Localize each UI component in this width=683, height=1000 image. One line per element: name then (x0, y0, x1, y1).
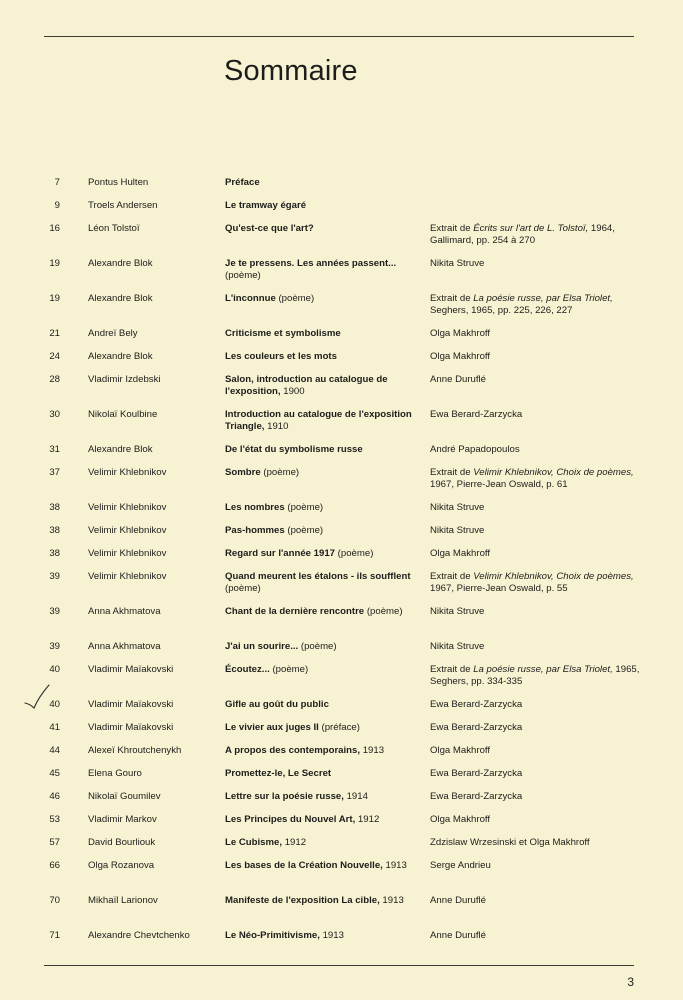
entry-work (225, 409, 420, 432)
entry-author: Alexandre Blok (88, 351, 153, 362)
entry-source-text: Extrait de (430, 664, 474, 675)
entry-source-text: Olga Makhroff (430, 548, 491, 559)
entry-work-title: Quand meurent les étalons - ils soufflent (225, 571, 411, 582)
entry-author: Anna Akhmatova (88, 641, 161, 652)
entry-page-number: 21 (49, 328, 60, 339)
entry-source-text: Anne Duruflé (430, 374, 486, 385)
entry-work (225, 837, 420, 849)
entry-author: Vladimir Maïakovski (88, 664, 174, 675)
entry-source (430, 444, 645, 456)
entry-source (430, 814, 645, 826)
entry-work-note: (poème) (284, 502, 324, 513)
entry-work (225, 722, 420, 734)
entry-source (430, 860, 645, 872)
entry-work-note: (poème) (275, 293, 315, 304)
entry-source (430, 641, 645, 653)
entry-work (225, 525, 420, 537)
entry-work-note: 1913 (382, 860, 407, 871)
entry-source (430, 374, 645, 386)
entry-source-text: Olga Makhroff (430, 328, 491, 339)
entry-work-title: Qu'est-ce que l'art? (225, 223, 314, 234)
entry-author: Alexeï Khroutchenykh (88, 745, 182, 756)
entry-work-note: (poème) (225, 582, 261, 594)
entry-source (430, 745, 645, 757)
entry-source-book: Écrits sur l'art de L. Tolstoï, (473, 223, 589, 234)
page-title: Sommaire (224, 55, 358, 87)
entry-page-number: 66 (49, 860, 60, 871)
entry-source-book: Velimir Khlebnikov, Choix de poèmes, (473, 467, 634, 478)
entry-work-note: (poème) (225, 269, 261, 281)
entry-source-text: Ewa Berard-Zarzycka (430, 768, 523, 779)
entry-page-number: 19 (49, 258, 60, 269)
entry-work (225, 768, 420, 780)
entry-source-text: Extrait de (430, 467, 474, 478)
entry-work (225, 791, 420, 803)
entry-source (430, 328, 645, 340)
entry-author: Vladimir Izdebski (88, 374, 161, 385)
entry-author: Léon Tolstoï (88, 223, 140, 234)
top-rule (44, 36, 634, 37)
entry-work-title: Préface (225, 177, 260, 188)
entry-source (430, 837, 645, 849)
entry-source-text: Ewa Berard-Zarzycka (430, 722, 523, 733)
entry-author: Olga Rozanova (88, 860, 155, 871)
entry-author: Vladimir Markov (88, 814, 157, 825)
entry-work (225, 177, 420, 189)
entry-source-text: Serge Andrieu (430, 860, 491, 871)
entry-work-title: Salon, introduction au catalogue de l'exposition, (225, 374, 388, 397)
entry-work (225, 930, 420, 942)
entry-source-text: Extrait de (430, 293, 474, 304)
entry-work (225, 745, 420, 757)
entry-page-number: 16 (49, 223, 60, 234)
entry-source-text: Ewa Berard-Zarzycka (430, 409, 523, 420)
entry-work (225, 351, 420, 363)
entry-work-title: Pas-hommes (225, 525, 285, 536)
entry-work-note: (poème) (269, 664, 309, 675)
entry-source-details: 1967, Pierre-Jean Oswald, p. 55 (430, 582, 568, 594)
entry-work (225, 258, 420, 281)
entry-work-note: 1910 (264, 420, 289, 432)
entry-author: Andreï Bely (88, 328, 138, 339)
entry-page-number: 40 (49, 664, 60, 675)
entry-work-title: Le vivier aux juges II (225, 722, 319, 733)
entry-source-text: Zdzislaw Wrzesinski et Olga Makhroff (430, 837, 590, 848)
entry-work (225, 548, 420, 560)
entry-work (225, 699, 420, 711)
entry-work (225, 571, 420, 594)
entry-work-title: Les nombres (225, 502, 285, 513)
entry-source (430, 571, 645, 594)
entry-work-note: 1912 (355, 814, 380, 825)
entry-work (225, 606, 420, 618)
entry-work-title: Je te pressens. Les années passent... (225, 258, 397, 269)
entry-author: Elena Gouro (88, 768, 142, 779)
entry-author: Velimir Khlebnikov (88, 502, 167, 513)
entry-source-text: Extrait de (430, 571, 474, 582)
entry-page-number: 24 (49, 351, 60, 362)
entry-page-number: 40 (49, 699, 60, 710)
handwritten-checkmark (24, 684, 50, 710)
entry-page-number: 70 (49, 895, 60, 906)
entry-page-number: 57 (49, 837, 60, 848)
entry-work (225, 223, 420, 235)
entry-page-number: 53 (49, 814, 60, 825)
entry-work-title: Le Néo-Primitivisme, (225, 930, 320, 941)
entry-work-title: Le tramway égaré (225, 200, 307, 211)
entry-source-details: 1967, Pierre-Jean Oswald, p. 61 (430, 478, 568, 490)
entry-page-number: 71 (49, 930, 60, 941)
entry-work-note: 1914 (343, 791, 368, 802)
entry-work-title: Les bases de la Création Nouvelle, (225, 860, 383, 871)
entry-source-text: Nikita Struve (430, 502, 485, 513)
entry-page-number: 41 (49, 722, 60, 733)
entry-source (430, 895, 645, 907)
entry-source-text: Anne Duruflé (430, 895, 486, 906)
entry-source (430, 722, 645, 734)
entry-page-number: 45 (49, 768, 60, 779)
entry-source-book: La poésie russe, par Elsa Triolet, (473, 293, 613, 304)
entry-author: Alexandre Blok (88, 293, 153, 304)
entry-source-text: Olga Makhroff (430, 351, 491, 362)
entry-source-text: André Papadopoulos (430, 444, 520, 455)
entry-work-note: (poème) (364, 606, 403, 617)
bottom-rule (44, 965, 634, 966)
entry-work-title: Sombre (225, 467, 261, 478)
entry-work-title: Criticisme et symbolisme (225, 328, 341, 339)
entry-source (430, 606, 645, 618)
entry-author: Mikhaïl Larionov (88, 895, 158, 906)
entry-work-note: (poème) (284, 525, 324, 536)
entry-source (430, 223, 645, 246)
entry-work-note: 1913 (319, 930, 344, 941)
entry-work-note: (préface) (318, 722, 360, 733)
entry-work-title: De l'état du symbolisme russe (225, 444, 363, 455)
entry-source (430, 258, 645, 270)
entry-author: Velimir Khlebnikov (88, 525, 167, 536)
entry-source-text: Ewa Berard-Zarzycka (430, 791, 523, 802)
entry-work-title: L'inconnue (225, 293, 276, 304)
entry-work-title: Chant de la dernière rencontre (225, 606, 365, 617)
entry-work-note: (poème) (260, 467, 300, 478)
entry-work-title: Regard sur l'année 1917 (225, 548, 335, 559)
entry-source-text: Anne Duruflé (430, 930, 486, 941)
entry-work-title: Manifeste de l'exposition La cible, (225, 895, 380, 906)
entry-work (225, 328, 420, 340)
entry-work-note: 1912 (282, 837, 307, 848)
entry-work-title: Les Principes du Nouvel Art, (225, 814, 356, 825)
entry-source (430, 548, 645, 560)
entry-work-title: Promettez-le, Le Secret (225, 768, 332, 779)
entry-source (430, 930, 645, 942)
entry-work (225, 502, 420, 514)
entry-page-number: 9 (54, 200, 60, 211)
entry-work (225, 293, 420, 305)
entry-work-note: (poème) (298, 641, 337, 652)
entry-author: Nikolaï Koulbine (88, 409, 158, 420)
entry-author: Velimir Khlebnikov (88, 467, 167, 478)
entry-author: Alexandre Chevtchenko (88, 930, 190, 941)
entry-source (430, 502, 645, 514)
entry-page-number: 38 (49, 548, 60, 559)
entry-page-number: 39 (49, 571, 60, 582)
entry-author: Pontus Hulten (88, 177, 149, 188)
entry-author: Alexandre Blok (88, 444, 153, 455)
entry-author: Vladimir Maïakovski (88, 722, 174, 733)
entry-page-number: 19 (49, 293, 60, 304)
entry-author: Anna Akhmatova (88, 606, 161, 617)
entry-page-number: 30 (49, 409, 60, 420)
entry-page-number: 28 (49, 374, 60, 385)
entry-source-text: Nikita Struve (430, 525, 485, 536)
entry-source-text: Nikita Struve (430, 606, 485, 617)
entry-source-text: Olga Makhroff (430, 814, 491, 825)
entry-work (225, 467, 420, 479)
entry-work (225, 814, 420, 826)
entry-work-title: Les couleurs et les mots (225, 351, 337, 362)
entry-source-book: Velimir Khlebnikov, Choix de poèmes, (473, 571, 634, 582)
entry-work (225, 641, 420, 653)
entry-author: Nikolaï Goumilev (88, 791, 161, 802)
entry-work (225, 200, 420, 212)
entry-author: Vladimir Maïakovski (88, 699, 174, 710)
entry-source-text: Nikita Struve (430, 641, 485, 652)
entry-work-note: 1900 (280, 385, 305, 397)
entry-source-details: 1964, Gallimard, pp. 254 à 270 (430, 223, 615, 246)
entry-page-number: 38 (49, 525, 60, 536)
entry-page-number: 46 (49, 791, 60, 802)
entry-work-title: Le Cubisme, (225, 837, 283, 848)
entry-source-text: Ewa Berard-Zarzycka (430, 699, 523, 710)
entry-author: Troels Andersen (88, 200, 158, 211)
entry-work (225, 664, 420, 676)
entry-work-title: J'ai un sourire... (225, 641, 299, 652)
entry-work-title: Introduction au catalogue de l'exposition Triangle, (225, 409, 412, 432)
entry-source (430, 699, 645, 711)
entry-page-number: 44 (49, 745, 60, 756)
entry-work (225, 374, 420, 397)
entry-work-title: Écoutez... (225, 664, 270, 675)
entry-work-note: 1913 (379, 895, 404, 906)
entry-source-text: Extrait de (430, 223, 474, 234)
entry-page-number: 38 (49, 502, 60, 513)
entry-source (430, 467, 645, 490)
entry-source-details: 1965, Seghers, pp. 334-335 (430, 664, 640, 687)
entry-source (430, 293, 645, 316)
entry-author: Velimir Khlebnikov (88, 548, 167, 559)
entry-work-title: Lettre sur la poésie russe, (225, 791, 344, 802)
entry-work (225, 444, 420, 456)
entry-source-book: La poésie russe, par Elsa Triolet, (473, 664, 613, 675)
entry-page-number: 39 (49, 641, 60, 652)
entry-source (430, 791, 645, 803)
entry-source-text: Nikita Struve (430, 258, 485, 269)
entry-source (430, 351, 645, 363)
entry-page-number: 39 (49, 606, 60, 617)
entry-source (430, 768, 645, 780)
entry-work-note: (poème) (335, 548, 374, 559)
entry-page-number: 7 (54, 177, 60, 188)
entry-source (430, 664, 645, 687)
entry-work (225, 860, 420, 872)
entry-source-details: Seghers, 1965, pp. 225, 226, 227 (430, 304, 573, 316)
entry-work-title: Gifle au goût du public (225, 699, 329, 710)
entry-source-text: Olga Makhroff (430, 745, 491, 756)
entry-author: David Bourliouk (88, 837, 156, 848)
entry-work (225, 895, 420, 907)
entry-page-number: 31 (49, 444, 60, 455)
entry-work-note: 1913 (360, 745, 385, 756)
entry-source (430, 525, 645, 537)
entry-page-number: 37 (49, 467, 60, 478)
entry-author: Alexandre Blok (88, 258, 153, 269)
page-number: 3 (627, 975, 634, 989)
entry-work-title: A propos des contemporains, (225, 745, 361, 756)
entry-source (430, 409, 645, 421)
entry-author: Velimir Khlebnikov (88, 571, 167, 582)
